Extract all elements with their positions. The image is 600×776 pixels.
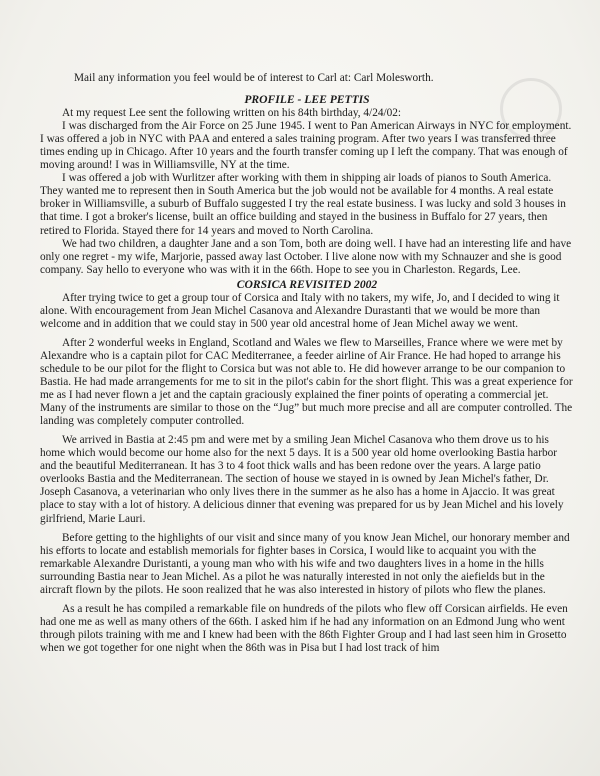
paragraph: As a result he has compiled a remarkable file on hundreds of the pilots who flew off Corsican airfields. He even had one me as well as many others of the 66th. I asked him if he had any information on an Edmond Jung who went through pilots training with me and I knew had been with the 86th Fighter Group and I had last seen him in Grosetto when we got together for one night when the 86th was in Pisa but I had lost track of him — [40, 602, 568, 654]
mail-info-line: Mail any information you feel would be of interest to Carl at: Carl Molesworth. — [74, 72, 434, 84]
paragraph: I was discharged from the Air Force on 25 June 1945. I went to Pan American Airways in NYC for employment. I was offered a job in NYC with PAA and entered a sales training program. After two years I was transferred three times ending up in Chicago. After 10 years and the fourth transfer coming up I left the company. That was enough of moving around! I was in Williamsville, NY at the time. — [40, 120, 572, 172]
paragraph: After trying twice to get a group tour of Corsica and Italy with no takers, my wife, Jo, and I decided to wing it alone. With encouragement from Jean Michel Casanova and Alexandre Durastanti that we would be more than welcome and in addition that we could stay in 500 year old ancestral home of Jean Michel away we went. — [40, 291, 560, 330]
paragraph: After 2 wonderful weeks in England, Scotland and Wales we flew to Marseilles, France where we were met by Alexandre who is a captain pilot for CAC Mediterranee, a feeder airline of Air France. He had hoped to arrange his schedule to be our pilot for the flight to Corsica but was not able to. He did however arrange to be our companion to Bastia. He had made arrangements for me to sit in the pilot's cabin for the short flight. This was a great experience for me as I had never flown a jet and the captain graciously explained the finer points of operating a commercial jet. Many of the instruments are similar to those on the “Jug” but much more precise and all are computer controlled. The landing was completely computer controlled. — [40, 336, 573, 428]
paragraph: We arrived in Bastia at 2:45 pm and were met by a smiling Jean Michel Casanova who them drove us to his home which would become our home also for the next 5 days. It is a 500 year old home overlooking Bastia harbor and the beautiful Mediterranean. It has 3 to 4 foot thick walls and has been redone over the years. A large patio overlooks Bastia and the Mediterranean. The section of house we stayed in is owned by Jean Michel's father, Dr. Joseph Casanova, a veterinarian who only lives there in the summer as he also has a home in Ajaccio. It was great place to stay with a lot of history. A delicious dinner that evening was prepared for us by Jean Michel and his lovely girlfriend, Marie Lauri. — [40, 434, 564, 525]
document-body — [40, 72, 574, 655]
section-title-corsica: CORSICA REVISITED 2002 — [236, 277, 378, 291]
paragraph: I was offered a job with Wurlitzer after working with them in shipping air loads of pianos to South America. They wanted me to represent then in South America but the job would not be available for 4 months. A real estate broker in Williamsville, a suburb of Buffalo suggested I try the real estate business. I was lucky and sold 3 houses in that time. I got a broker's license, built an office building and stayed in the business in Buffalo for 27 years, then retired to Florida. Stayed there for 14 years and moved to North Carolina. — [40, 172, 566, 237]
section-title-profile: PROFILE - LEE PETTIS — [244, 93, 370, 107]
paragraph: Before getting to the highlights of our visit and since many of you know Jean Michel, our honorary member and his efforts to locate and establish memorials for fighter bases in Corsica, I would like to acquaint you with the remarkable Alexandre Duristanti, a young man who with his wife and two daughters lives in a home in the hills surrounding Bastia near to Jean Michel. As a pilot he was naturally interested in not only the aiefields but in the aircraft flown by the pilots. He soon realized that he was also interested in history of pilots who flew the planes. — [40, 531, 570, 596]
paragraph: We had two children, a daughter Jane and a son Tom, both are doing well. I have had an interesting life and have only one regret - my wife, Marjorie, passed away last October. I live alone now with my Schnauzer and she is good company. Say hello to everyone who was with it in the 66th. Hope to see you in Charleston. Regards, Lee. — [40, 237, 572, 276]
paragraph: At my request Lee sent the following written on his 84th birthday, 4/24/02: — [62, 107, 402, 120]
